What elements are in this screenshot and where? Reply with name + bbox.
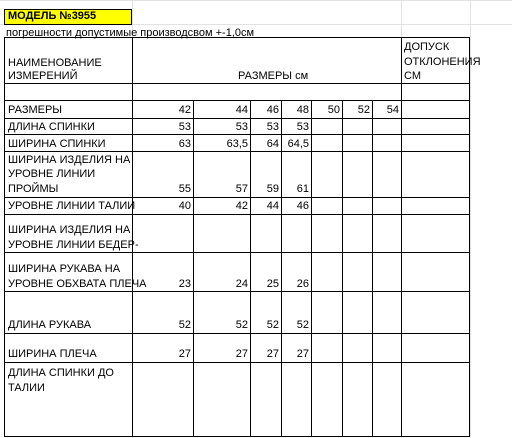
sizes-label: РАЗМЕРЫ	[8, 104, 63, 116]
size-cell: 48	[296, 104, 309, 116]
tolerance-note: погрешности допустимые производсвом +-1,0см	[6, 27, 255, 39]
value-cell: 25	[266, 278, 279, 290]
row-label: ДЛИНА СПИНКИ ДО	[8, 367, 114, 379]
value-cell: 53	[296, 121, 309, 133]
head-tolerance-line1: ДОПУСК	[404, 41, 450, 53]
value-cell: 55	[178, 183, 191, 195]
row-label: УРОВНЕ ЛИНИИ БЕДЕР	[8, 239, 135, 251]
value-cell: 52	[178, 319, 191, 331]
value-cell: 46	[296, 200, 309, 212]
row-label: ШИРИНА РУКАВА НА	[8, 263, 121, 275]
size-cell: 52	[357, 104, 370, 116]
row-label: УРОВНЕ ЛИНИИ	[8, 168, 96, 180]
value-cell: 53	[266, 121, 279, 133]
value-cell: 26	[296, 278, 309, 290]
value-cell: 63	[178, 138, 191, 150]
size-cell: 46	[266, 104, 279, 116]
row-label: УРОВНЕ ЛИНИИ ТАЛИИ	[8, 200, 136, 212]
head-tolerance-line2: ОТКЛОНЕНИЯ	[404, 56, 481, 68]
head-sizes: РАЗМЕРЫ см	[238, 70, 309, 82]
value-cell: 64,5	[287, 138, 309, 150]
dash-mark: -	[135, 239, 139, 251]
size-cell: 54	[386, 104, 399, 116]
value-cell: 40	[178, 200, 191, 212]
value-cell: 52	[296, 319, 309, 331]
value-cell: 52	[266, 319, 279, 331]
value-cell: 27	[235, 348, 248, 360]
value-cell: 64	[266, 138, 279, 150]
value-cell: 27	[178, 348, 191, 360]
value-cell: 52	[235, 319, 248, 331]
size-cell: 44	[235, 104, 248, 116]
size-cell: 50	[327, 104, 340, 116]
value-cell: 53	[178, 121, 191, 133]
value-cell: 61	[296, 183, 309, 195]
value-cell: 57	[235, 183, 248, 195]
row-label: ШИРИНА ПЛЕЧА	[8, 348, 97, 360]
model-title: МОДЕЛЬ №3955	[8, 10, 97, 22]
value-cell: 63,5	[226, 138, 248, 150]
head-name-line1: НАИМЕНОВАНИЕ	[8, 57, 102, 69]
value-cell: 53	[235, 121, 248, 133]
row-label: УРОВНЕ ОБХВАТА ПЛЕЧА	[8, 278, 147, 290]
head-name-line2: ИЗМЕРЕНИЙ	[8, 70, 78, 82]
row-label: ДЛИНА СПИНКИ	[8, 121, 95, 133]
value-cell: 23	[178, 278, 191, 290]
value-cell: 59	[266, 183, 279, 195]
value-cell: 24	[235, 278, 248, 290]
row-label: ДЛИНА РУКАВА	[8, 319, 92, 331]
row-label: ШИРИНА СПИНКИ	[8, 138, 106, 150]
head-tolerance-line3: СМ	[404, 70, 421, 82]
row-label: ТАЛИИ	[8, 382, 45, 394]
row-label: ШИРИНА ИЗДЕЛИЯ НА	[8, 154, 131, 166]
row-label: ПРОЙМЫ	[8, 183, 59, 195]
row-label: ШИРИНА ИЗДЕЛИЯ НА	[8, 224, 131, 236]
value-cell: 44	[266, 200, 279, 212]
value-cell: 42	[235, 200, 248, 212]
size-cell: 42	[178, 104, 191, 116]
value-cell: 27	[296, 348, 309, 360]
value-cell: 27	[266, 348, 279, 360]
